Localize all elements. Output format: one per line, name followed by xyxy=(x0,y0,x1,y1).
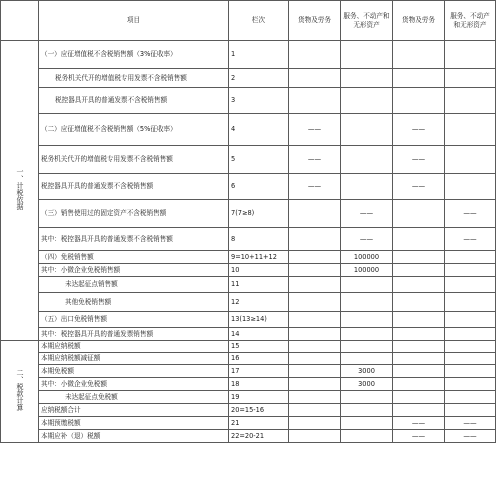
goods-1-cell xyxy=(289,41,341,69)
goods-2-cell xyxy=(393,200,445,228)
services-2-cell: —— xyxy=(445,430,496,443)
goods-2-cell xyxy=(393,404,445,417)
goods-1-cell xyxy=(289,88,341,114)
services-1-cell: 3000 xyxy=(341,365,393,378)
services-2-cell xyxy=(445,88,496,114)
goods-2-cell xyxy=(393,228,445,251)
section-2-label xyxy=(1,341,39,443)
table-row xyxy=(1,430,496,443)
goods-1-cell xyxy=(289,251,341,264)
header-services-2: 服务、不动产和无形资产 xyxy=(445,1,496,41)
table-row xyxy=(1,293,496,312)
goods-2-cell xyxy=(393,391,445,404)
table-row xyxy=(1,378,496,391)
table-row xyxy=(1,69,496,88)
goods-2-cell: —— xyxy=(393,430,445,443)
services-1-cell: 100000 xyxy=(341,251,393,264)
item-cell: 未达起征点免税额 xyxy=(39,391,229,404)
goods-2-cell: —— xyxy=(393,114,445,146)
services-1-cell xyxy=(341,341,393,353)
table-row xyxy=(1,200,496,228)
services-1-cell: 100000 xyxy=(341,264,393,277)
item-cell: 本期应纳税额减征额 xyxy=(39,353,229,365)
services-1-cell: —— xyxy=(341,200,393,228)
services-2-cell xyxy=(445,41,496,69)
goods-2-cell xyxy=(393,264,445,277)
item-cell: （五）出口免税销售额 xyxy=(39,312,229,328)
header-row xyxy=(1,1,496,41)
header-item: 项目 xyxy=(39,1,229,41)
line-cell: 10 xyxy=(229,264,289,277)
item-cell: 其中：税控器具开具的普通发票不含税销售额 xyxy=(39,228,229,251)
goods-1-cell xyxy=(289,365,341,378)
item-cell: 税控器具开具的普通发票不含税销售额 xyxy=(39,88,229,114)
goods-2-cell xyxy=(393,251,445,264)
item-cell: 其中：小微企业免税销售额 xyxy=(39,264,229,277)
goods-1-cell xyxy=(289,312,341,328)
header-services-1: 服务、不动产和无形资产 xyxy=(341,1,393,41)
goods-2-cell xyxy=(393,69,445,88)
goods-2-cell: —— xyxy=(393,417,445,430)
line-cell: 2 xyxy=(229,69,289,88)
goods-1-cell xyxy=(289,378,341,391)
goods-2-cell xyxy=(393,41,445,69)
goods-2-cell xyxy=(393,378,445,391)
line-cell: 13(13≥14) xyxy=(229,312,289,328)
line-cell: 12 xyxy=(229,293,289,312)
services-1-cell xyxy=(341,277,393,293)
services-2-cell xyxy=(445,264,496,277)
services-1-cell xyxy=(341,174,393,200)
item-cell: 本期应纳税额 xyxy=(39,341,229,353)
item-cell: 未达起征点销售额 xyxy=(39,277,229,293)
table-row xyxy=(1,228,496,251)
services-2-cell xyxy=(445,312,496,328)
item-cell: 本期应补（退）税额 xyxy=(39,430,229,443)
services-1-cell xyxy=(341,312,393,328)
services-1-cell xyxy=(341,41,393,69)
services-1-cell xyxy=(341,353,393,365)
services-1-cell xyxy=(341,69,393,88)
section-1-label xyxy=(1,41,39,341)
services-2-cell xyxy=(445,353,496,365)
item-cell: 税务机关代开的增值税专用发票不含税销售额 xyxy=(39,146,229,174)
line-cell: 9=10+11+12 xyxy=(229,251,289,264)
services-2-cell xyxy=(445,391,496,404)
line-cell: 4 xyxy=(229,114,289,146)
services-2-cell xyxy=(445,293,496,312)
goods-1-cell: —— xyxy=(289,146,341,174)
section-label-text: 二、税款计算 xyxy=(16,369,24,412)
services-2-cell xyxy=(445,114,496,146)
item-cell: 应纳税额合计 xyxy=(39,404,229,417)
table-row xyxy=(1,251,496,264)
goods-2-cell xyxy=(393,365,445,378)
services-1-cell xyxy=(341,88,393,114)
services-2-cell xyxy=(445,69,496,88)
goods-2-cell: —— xyxy=(393,174,445,200)
services-2-cell: —— xyxy=(445,417,496,430)
table-row xyxy=(1,391,496,404)
goods-2-cell xyxy=(393,312,445,328)
goods-1-cell: —— xyxy=(289,114,341,146)
item-cell: 税务机关代开的增值税专用发票不含税销售额 xyxy=(39,69,229,88)
goods-2-cell: —— xyxy=(393,146,445,174)
line-cell: 5 xyxy=(229,146,289,174)
services-1-cell: 3000 xyxy=(341,378,393,391)
services-2-cell xyxy=(445,378,496,391)
table-row xyxy=(1,341,496,353)
goods-1-cell xyxy=(289,404,341,417)
item-cell: 其他免税销售额 xyxy=(39,293,229,312)
table-row xyxy=(1,353,496,365)
line-cell: 16 xyxy=(229,353,289,365)
table-row xyxy=(1,88,496,114)
goods-1-cell xyxy=(289,430,341,443)
services-2-cell xyxy=(445,404,496,417)
goods-2-cell xyxy=(393,341,445,353)
table-row xyxy=(1,41,496,69)
goods-2-cell xyxy=(393,277,445,293)
goods-1-cell xyxy=(289,341,341,353)
item-cell: 税控器具开具的普通发票不含税销售额 xyxy=(39,174,229,200)
services-1-cell xyxy=(341,114,393,146)
item-cell: （一）应征增值税不含税销售额（3%征收率） xyxy=(39,41,229,69)
services-2-cell xyxy=(445,341,496,353)
table-row xyxy=(1,417,496,430)
line-cell: 17 xyxy=(229,365,289,378)
line-cell: 11 xyxy=(229,277,289,293)
table-row xyxy=(1,264,496,277)
table-row xyxy=(1,174,496,200)
table-row xyxy=(1,277,496,293)
item-cell: （二）应征增值税不含税销售额（5%征收率） xyxy=(39,114,229,146)
item-cell: 其中：税控器具开具的普通发票销售额 xyxy=(39,328,229,341)
table-row xyxy=(1,146,496,174)
line-cell: 22=20-21 xyxy=(229,430,289,443)
services-2-cell xyxy=(445,251,496,264)
goods-1-cell xyxy=(289,417,341,430)
goods-1-cell xyxy=(289,277,341,293)
services-1-cell xyxy=(341,391,393,404)
goods-2-cell xyxy=(393,353,445,365)
goods-2-cell xyxy=(393,88,445,114)
services-1-cell xyxy=(341,404,393,417)
line-cell: 6 xyxy=(229,174,289,200)
header-blank xyxy=(1,1,39,41)
goods-1-cell xyxy=(289,391,341,404)
goods-1-cell xyxy=(289,293,341,312)
table-row xyxy=(1,328,496,341)
goods-1-cell xyxy=(289,228,341,251)
services-2-cell xyxy=(445,277,496,293)
goods-1-cell xyxy=(289,264,341,277)
goods-2-cell xyxy=(393,328,445,341)
header-goods-1: 货物及劳务 xyxy=(289,1,341,41)
item-cell: 本期预缴税额 xyxy=(39,417,229,430)
goods-2-cell xyxy=(393,293,445,312)
item-cell: 本期免税额 xyxy=(39,365,229,378)
table-row xyxy=(1,114,496,146)
table-row xyxy=(1,365,496,378)
item-cell: 其中：小微企业免税额 xyxy=(39,378,229,391)
table-row xyxy=(1,312,496,328)
services-1-cell xyxy=(341,293,393,312)
goods-1-cell xyxy=(289,328,341,341)
services-2-cell xyxy=(445,174,496,200)
line-cell: 1 xyxy=(229,41,289,69)
line-cell: 7(7≥8) xyxy=(229,200,289,228)
services-2-cell: —— xyxy=(445,200,496,228)
line-cell: 8 xyxy=(229,228,289,251)
line-cell: 20=15-16 xyxy=(229,404,289,417)
goods-1-cell xyxy=(289,69,341,88)
line-cell: 21 xyxy=(229,417,289,430)
services-1-cell xyxy=(341,430,393,443)
goods-1-cell xyxy=(289,353,341,365)
services-2-cell xyxy=(445,146,496,174)
services-2-cell: —— xyxy=(445,228,496,251)
table-row xyxy=(1,404,496,417)
line-cell: 14 xyxy=(229,328,289,341)
line-cell: 15 xyxy=(229,341,289,353)
header-line: 栏次 xyxy=(229,1,289,41)
item-cell: （四）免税销售额 xyxy=(39,251,229,264)
goods-1-cell xyxy=(289,200,341,228)
services-1-cell: —— xyxy=(341,228,393,251)
services-1-cell xyxy=(341,328,393,341)
services-1-cell xyxy=(341,146,393,174)
services-1-cell xyxy=(341,417,393,430)
line-cell: 19 xyxy=(229,391,289,404)
services-2-cell xyxy=(445,365,496,378)
header-goods-2: 货物及劳务 xyxy=(393,1,445,41)
goods-1-cell: —— xyxy=(289,174,341,200)
section-label-text: 一、计税依据 xyxy=(16,168,24,211)
item-cell: （三）销售使用过的固定资产不含税销售额 xyxy=(39,200,229,228)
line-cell: 3 xyxy=(229,88,289,114)
line-cell: 18 xyxy=(229,378,289,391)
services-2-cell xyxy=(445,328,496,341)
